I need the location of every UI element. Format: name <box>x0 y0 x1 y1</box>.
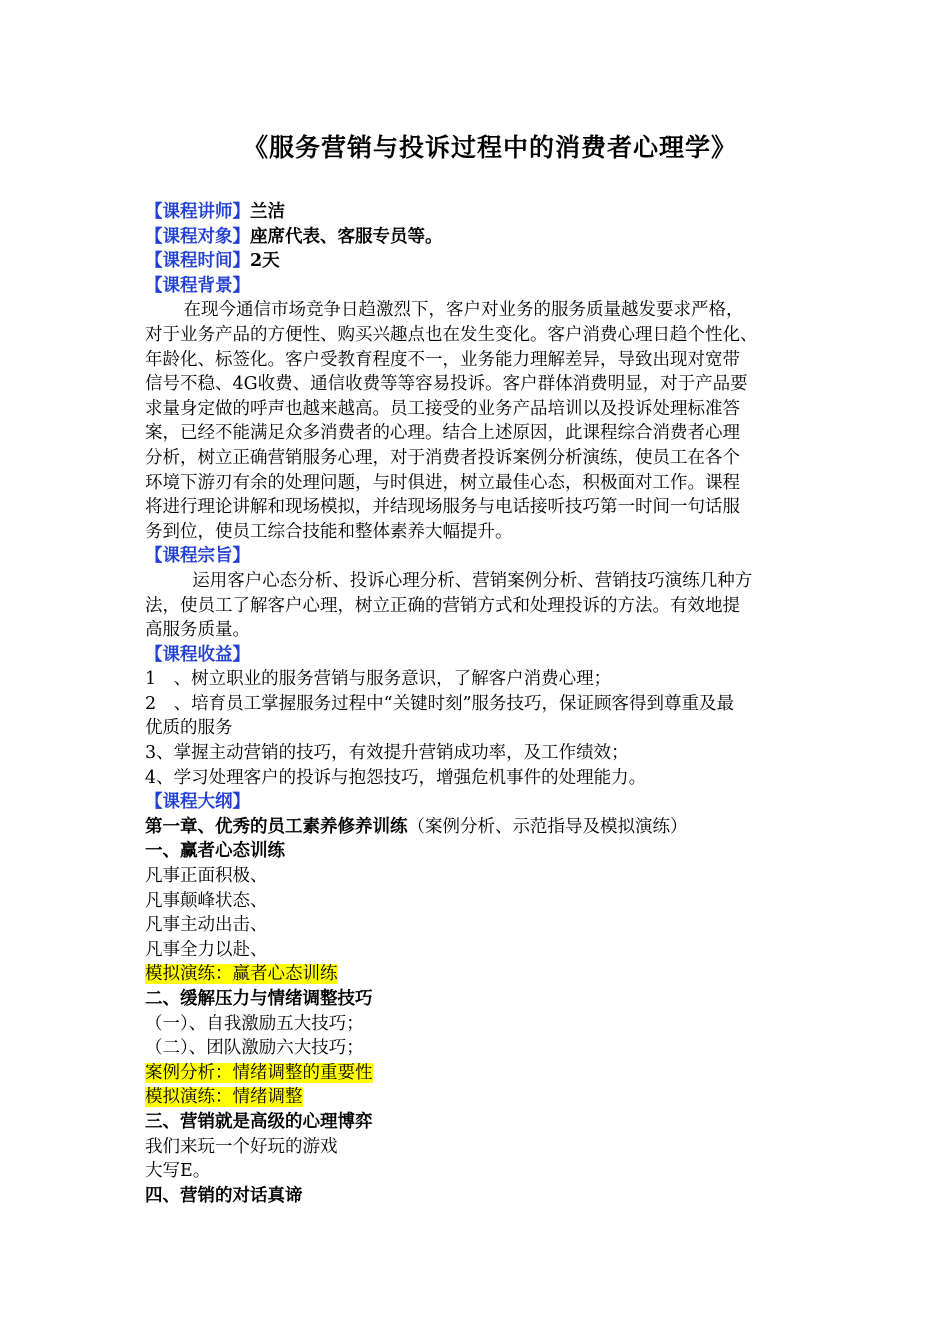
highlighted-practice <box>145 1085 815 1110</box>
paragraph-line: 信号不稳、4G收费、通信收费等等容易投诉。客户群体消费明显，对于产品要 <box>145 374 748 395</box>
highlight-text: 模拟演练：情绪调整 <box>145 1087 303 1108</box>
list-item: 我们来玩一个好玩的游戏 <box>145 1136 338 1157</box>
subsection-heading: 一、赢者心态训练 <box>145 841 285 862</box>
subsection-heading: 二、缓解压力与情绪调整技巧 <box>145 989 373 1009</box>
list-item: （一）、自我激励五大技巧； <box>145 1013 364 1034</box>
benefit-item: 2 、培育员工掌握服务过程中“关键时刻”服务技巧，保证顾客得到尊重及最 <box>145 693 735 714</box>
info-duration <box>145 249 815 274</box>
section-heading-purpose: 【课程宗旨】 <box>145 546 250 567</box>
info-value: 兰洁 <box>250 202 285 222</box>
chapter-heading <box>145 815 815 840</box>
section-heading-benefits: 【课程收益】 <box>145 644 250 665</box>
paragraph-line: 高服务质量。 <box>145 620 250 641</box>
paragraph-line: 对于业务产品的方便性、购买兴趣点也在发生变化。客户消费心理日趋个性化、 <box>145 324 758 345</box>
paragraph-line: 案，已经不能满足众多消费者的心理。结合上述原因，此课程综合消费者心理 <box>145 423 740 444</box>
info-label: 【课程对象】 <box>145 226 250 247</box>
paragraph-line: 环境下游刃有余的处理问题，与时俱进，树立最佳心态，积极面对工作。课程 <box>145 472 740 493</box>
subsection-heading: 三、营销就是高级的心理博弈 <box>145 1111 373 1132</box>
list-item: （二）、团队激励六大技巧； <box>145 1038 364 1059</box>
section-heading-background: 【课程背景】 <box>145 275 250 296</box>
chapter-note: （案例分析、示范指导及模拟演练） <box>407 816 688 837</box>
benefit-item: 1 、树立职业的服务营销与服务意识，了解客户消费心理； <box>145 669 612 690</box>
highlight-text: 案例分析：情绪调整的重要性 <box>145 1062 373 1083</box>
info-label: 【课程讲师】 <box>145 202 250 222</box>
paragraph-line: 将进行理论讲解和现场模拟，并结现场服务与电话接听技巧第一时间一句话服 <box>145 497 740 518</box>
chapter-title: 第一章、优秀的员工素养修养训练 <box>145 816 408 837</box>
list-item: 大写E。 <box>145 1161 211 1182</box>
paragraph-line: 年龄化、标签化。客户受教育程度不一，业务能力理解差异，导致出现对宽带 <box>145 349 740 370</box>
info-value: 2天 <box>250 251 280 272</box>
paragraph-line: 运用客户心态分析、投诉心理分析、营销案例分析、营销技巧演练几种方 <box>192 570 753 591</box>
highlighted-practice <box>145 962 815 987</box>
paragraph-line: 法，使员工了解客户心理，树立正确的营销方式和处理投诉的方法。有效地提 <box>145 595 740 616</box>
paragraph-line: 在现今通信市场竞争日趋激烈下，客户对业务的服务质量越发要求严格， <box>183 300 744 321</box>
paragraph-line: 求量身定做的呼声也越来越高。员工接受的业务产品培训以及投诉处理标准答 <box>145 398 740 419</box>
benefit-item: 4、学习处理客户的投诉与抱怨技巧，增强危机事件的处理能力。 <box>145 767 647 788</box>
paragraph-line: 务到位，使员工综合技能和整体素养大幅提升。 <box>145 521 513 542</box>
info-lecturer <box>145 200 815 225</box>
benefit-item: 3、掌握主动营销的技巧，有效提升营销成功率，及工作绩效； <box>145 743 629 764</box>
highlight-text: 模拟演练：赢者心态训练 <box>145 964 338 985</box>
list-item: 凡事全力以赴、 <box>145 939 268 960</box>
list-item: 凡事主动出击、 <box>145 915 268 936</box>
list-item: 凡事颠峰状态、 <box>145 890 268 911</box>
subsection-heading: 四、营销的对话真谛 <box>145 1185 303 1206</box>
info-label: 【课程时间】 <box>145 251 250 272</box>
info-value: 座席代表、客服专员等。 <box>250 226 443 247</box>
section-heading-outline: 【课程大纲】 <box>145 792 250 813</box>
highlighted-case <box>145 1061 815 1086</box>
list-item: 凡事正面积极、 <box>145 866 268 887</box>
paragraph-line: 分析，树立正确营销服务心理，对于消费者投诉案例分析演练，使员工在各个 <box>145 447 740 468</box>
document-body <box>145 200 815 1208</box>
info-audience <box>145 225 815 250</box>
benefit-item: 优质的服务 <box>145 718 233 739</box>
document-title: 《服务营销与投诉过程中的消费者心理学》 <box>242 133 737 162</box>
